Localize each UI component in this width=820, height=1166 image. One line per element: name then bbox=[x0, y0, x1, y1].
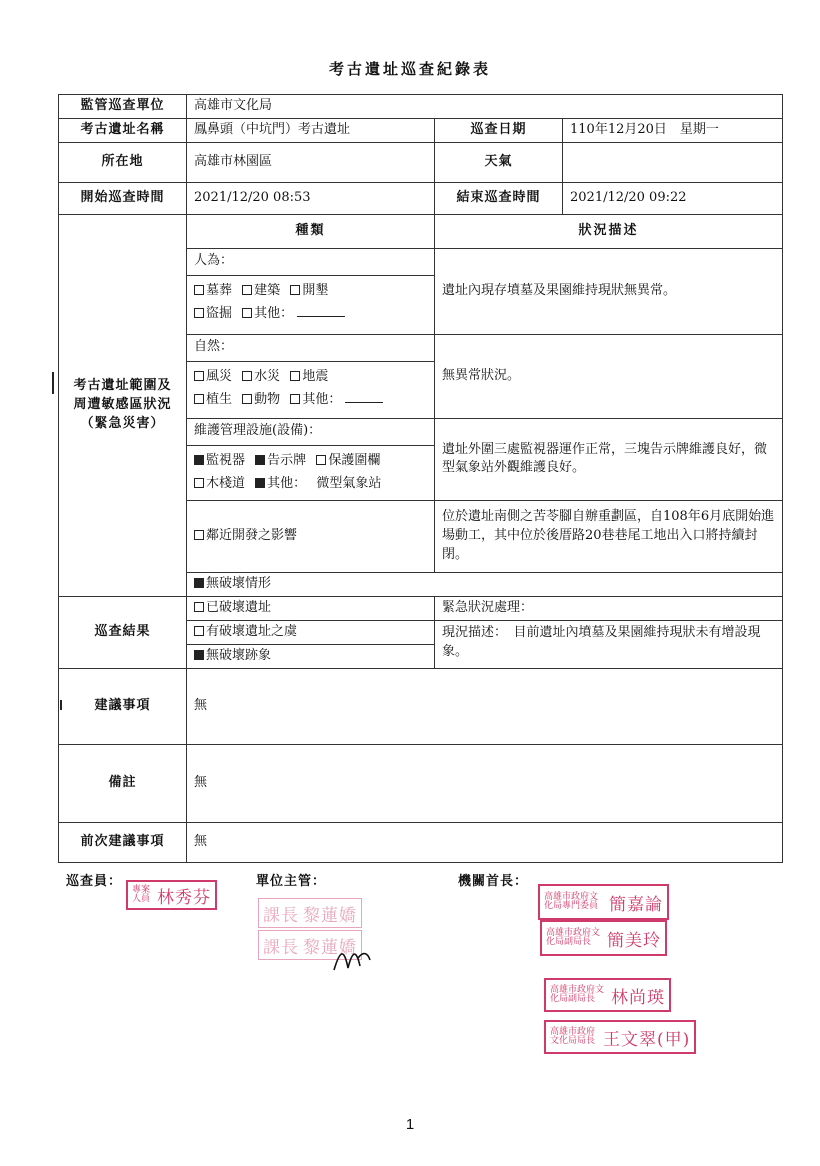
row-result bbox=[59, 596, 783, 668]
scan-margin-mark bbox=[60, 700, 62, 710]
checkbox-reclamation[interactable] bbox=[290, 285, 300, 295]
result-option-row bbox=[187, 621, 434, 645]
checkbox-looting[interactable] bbox=[194, 308, 204, 318]
checkbox-no-damage[interactable] bbox=[194, 578, 204, 588]
stamp-name: 林秀芬 bbox=[157, 887, 211, 908]
stamp-name: 王文翠(甲) bbox=[603, 1029, 691, 1050]
head-label: 機關首長： bbox=[458, 874, 529, 889]
option-earthquake: 地震 bbox=[302, 368, 329, 384]
weather-value bbox=[563, 142, 783, 182]
site-label: 考古遺址名稱 bbox=[59, 119, 187, 143]
result-desc-cell bbox=[435, 596, 783, 668]
location-label: 所在地 bbox=[59, 142, 187, 182]
checkbox-construction[interactable] bbox=[242, 285, 252, 295]
stamp-title: 專案人員 bbox=[132, 884, 151, 904]
remark-value: 無 bbox=[187, 744, 783, 822]
development-cell bbox=[187, 500, 435, 572]
stamp-name: 簡嘉論 bbox=[609, 894, 663, 915]
facility-title: 維護管理設施(設備)： bbox=[187, 419, 434, 446]
human-options-line2 bbox=[187, 303, 434, 328]
checkbox-boardwalk[interactable] bbox=[194, 478, 204, 488]
inspector-label: 巡查員： bbox=[66, 874, 123, 889]
nature-options-line2 bbox=[187, 389, 434, 414]
stamp-name: 林尚瑛 bbox=[611, 987, 665, 1008]
suggestion-value: 無 bbox=[187, 668, 783, 744]
checkbox-wind[interactable] bbox=[194, 371, 204, 381]
supervisor-label: 單位主管： bbox=[256, 874, 327, 889]
inspection-form-table bbox=[58, 94, 783, 863]
option-burial: 墓葬 bbox=[206, 282, 233, 298]
result-label: 巡查結果 bbox=[59, 596, 187, 668]
weather-label: 天氣 bbox=[435, 142, 563, 182]
row-time bbox=[59, 182, 783, 214]
result-option-row bbox=[187, 597, 434, 621]
checkbox-no-damage-sign[interactable] bbox=[194, 650, 204, 660]
status-label bbox=[59, 214, 187, 596]
development-desc: 位於遺址南側之苦苓腳自辦重劃區，自108年6月底開始進場動工，其中位於後厝路20巷巷尾工地出入口將持續封閉。 bbox=[435, 500, 783, 572]
checkbox-development[interactable] bbox=[194, 530, 204, 540]
result-option-row bbox=[187, 645, 434, 668]
unit-value: 高雄市文化局 bbox=[187, 95, 783, 119]
stamp-title: 高雄市政府文化局副局長 bbox=[550, 984, 605, 1004]
human-desc: 遺址內現存墳墓及果園維持現狀無異常。 bbox=[435, 248, 783, 334]
row-unit bbox=[59, 95, 783, 119]
handwritten-initial bbox=[330, 940, 374, 976]
option-risk: 有破壞遺址之虞 bbox=[206, 623, 298, 639]
checkbox-signboard[interactable] bbox=[255, 455, 265, 465]
option-camera: 監視器 bbox=[206, 452, 246, 468]
nature-desc: 無異常狀況。 bbox=[435, 334, 783, 418]
facility-cell bbox=[187, 418, 435, 500]
facility-other-text: 微型氣象站 bbox=[316, 475, 382, 491]
checkbox-earthquake[interactable] bbox=[290, 371, 300, 381]
unit-label: 監管巡查單位 bbox=[59, 95, 187, 119]
desc-header: 狀況描述 bbox=[435, 214, 783, 248]
start-time-value: 2021/12/20 08:53 bbox=[187, 182, 435, 214]
status-label-line: 周遭敏感區狀況 bbox=[73, 396, 172, 412]
nature-title: 自然： bbox=[187, 335, 434, 362]
option-animal: 動物 bbox=[254, 391, 281, 407]
checkbox-risk[interactable] bbox=[194, 626, 204, 636]
checkbox-flood[interactable] bbox=[242, 371, 252, 381]
end-time-value: 2021/12/20 09:22 bbox=[563, 182, 783, 214]
date-value: 110年12月20日 星期一 bbox=[563, 119, 783, 143]
head-stamp-2 bbox=[540, 920, 667, 956]
checkbox-burial[interactable] bbox=[194, 285, 204, 295]
date-label: 巡查日期 bbox=[435, 119, 563, 143]
stamp-name: 簡美玲 bbox=[607, 930, 661, 951]
page-title: 考古遺址巡查紀錄表 bbox=[328, 60, 491, 78]
checkbox-camera[interactable] bbox=[194, 455, 204, 465]
checkbox-human-other[interactable] bbox=[242, 308, 252, 318]
option-signboard: 告示牌 bbox=[267, 452, 307, 468]
human-title: 人為： bbox=[187, 249, 434, 276]
option-nature-other: 其他： bbox=[302, 391, 342, 407]
remark-label: 備註 bbox=[59, 744, 187, 822]
option-human-other: 其他： bbox=[254, 305, 294, 321]
nature-options-line1 bbox=[187, 362, 434, 389]
stamp-title: 高雄市政府文化局專門委員 bbox=[544, 891, 599, 911]
option-no-damage-sign: 無破壞跡象 bbox=[206, 647, 272, 663]
stamp-title: 課長 bbox=[263, 905, 299, 926]
inspector-stamp bbox=[126, 880, 217, 910]
row-status-header bbox=[59, 214, 783, 248]
previous-value: 無 bbox=[187, 822, 783, 862]
option-looting: 盜掘 bbox=[206, 305, 233, 321]
stamp-title: 高雄市政府文化局副局長 bbox=[546, 927, 601, 947]
nature-other-blank[interactable] bbox=[345, 392, 383, 403]
row-site bbox=[59, 119, 783, 143]
human-other-blank[interactable] bbox=[297, 306, 345, 317]
head-stamp-4 bbox=[544, 1020, 696, 1054]
option-flood: 水災 bbox=[254, 368, 281, 384]
checkbox-vegetation[interactable] bbox=[194, 394, 204, 404]
stamp-title: 課長 bbox=[263, 937, 299, 958]
previous-label: 前次建議事項 bbox=[59, 822, 187, 862]
option-facility-other: 其他： bbox=[267, 475, 307, 491]
option-boardwalk: 木棧道 bbox=[206, 475, 246, 491]
start-time-label: 開始巡查時間 bbox=[59, 182, 187, 214]
row-suggestion bbox=[59, 668, 783, 744]
option-wind: 風災 bbox=[206, 368, 233, 384]
emergency-label: 緊急狀況處理： bbox=[435, 597, 782, 621]
site-value: 鳳鼻頭（中坑門）考古遺址 bbox=[187, 119, 435, 143]
end-time-label: 結束巡查時間 bbox=[435, 182, 563, 214]
option-reclamation: 開墾 bbox=[302, 282, 329, 298]
nature-cell bbox=[187, 334, 435, 418]
facility-options-line1 bbox=[187, 446, 434, 473]
human-cell bbox=[187, 248, 435, 334]
status-label-line: 考古遺址範圍及 bbox=[73, 378, 172, 393]
option-vegetation: 植生 bbox=[206, 391, 233, 407]
checkbox-destroyed[interactable] bbox=[194, 602, 204, 612]
supervisor-stamp bbox=[258, 898, 362, 928]
suggestion-label: 建議事項 bbox=[59, 668, 187, 744]
option-destroyed: 已破壞遺址 bbox=[206, 599, 272, 615]
row-previous bbox=[59, 822, 783, 862]
checkbox-nature-other[interactable] bbox=[290, 394, 300, 404]
checkbox-facility-other[interactable] bbox=[255, 478, 265, 488]
option-fence: 保護圍欄 bbox=[328, 452, 381, 468]
row-location bbox=[59, 142, 783, 182]
option-construction: 建築 bbox=[254, 282, 281, 298]
head-stamp-1 bbox=[538, 884, 669, 920]
head-stamp-3 bbox=[544, 978, 671, 1012]
facility-options-line2 bbox=[187, 473, 434, 498]
scan-margin-mark bbox=[52, 372, 54, 394]
current-desc: 現況描述： 目前遺址內墳墓及果園維持現狀未有增設現象。 bbox=[442, 624, 761, 659]
checkbox-animal[interactable] bbox=[242, 394, 252, 404]
page-number: 1 bbox=[405, 1116, 415, 1133]
type-header: 種類 bbox=[187, 214, 435, 248]
option-development: 鄰近開發之影響 bbox=[206, 527, 298, 543]
stamp-title: 高雄市政府文化局局長 bbox=[550, 1026, 596, 1046]
checkbox-fence[interactable] bbox=[316, 455, 326, 465]
status-label-line: （緊急災害） bbox=[80, 415, 165, 431]
stamp-name: 黎蓮嬌 bbox=[303, 937, 357, 958]
stamp-name: 黎蓮嬌 bbox=[303, 905, 357, 926]
human-options-line1 bbox=[187, 276, 434, 303]
facility-desc: 遺址外圍三處監視器運作正常，三塊告示牌維護良好，微型氣象站外觀維護良好。 bbox=[435, 418, 783, 500]
option-no-damage: 無破壞情形 bbox=[206, 575, 272, 591]
result-options-cell bbox=[187, 596, 435, 668]
no-damage-cell bbox=[187, 572, 783, 596]
location-value: 高雄市林園區 bbox=[187, 142, 435, 182]
row-remark bbox=[59, 744, 783, 822]
